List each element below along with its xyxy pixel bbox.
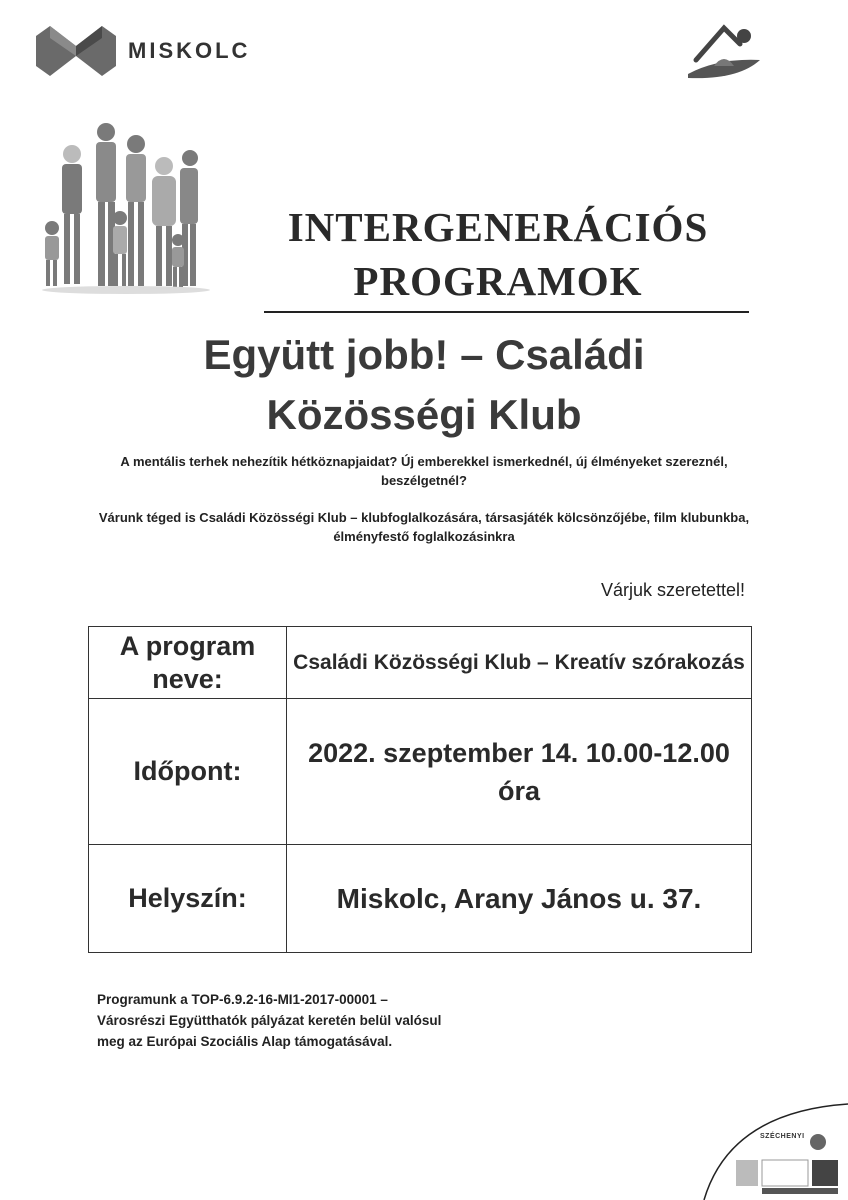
szechenyi-label: SZÉCHENYI [760, 1133, 805, 1140]
intro-question: A mentális terhek nehezítik hétköznapjaidat? Új emberekkel ismerkednél, új élményeket szereznél, beszélgetnél? [120, 454, 728, 488]
location-label: Helyszín: [89, 845, 287, 953]
title-divider [264, 311, 749, 313]
program-name-value: Családi Közösségi Klub – Kreatív szórakozás [287, 627, 752, 699]
table-row [89, 845, 752, 953]
table-row [89, 627, 752, 699]
funding-note-line-2: Városrészi Együtthatók pályázat keretén belül valósul [97, 1013, 442, 1028]
program-name-label: A program neve: [89, 627, 287, 699]
program-info-table [88, 626, 752, 953]
club-name-line-2: Közösségi Klub [266, 391, 582, 438]
club-name [100, 325, 748, 445]
miskolc-logo-icon [36, 26, 116, 76]
brand-name: MISKOLC [128, 38, 251, 63]
title-line-2: PROGRAMOK [353, 258, 643, 304]
date-label: Időpont: [89, 699, 287, 845]
family-house-logo-icon [688, 22, 760, 82]
table-row [89, 699, 752, 845]
welcome-text: Várjuk szeretettel! [600, 580, 745, 600]
date-value: 2022. szeptember 14. 10.00-12.00 óra [287, 699, 752, 845]
location-value: Miskolc, Arany János u. 37. [287, 845, 752, 953]
funding-note-line-1: Programunk a TOP-6.9.2-16-MI1-2017-00001 – [97, 992, 388, 1007]
intro-invitation: Várunk téged is Családi Közösségi Klub – klubfoglalkozására, társasjáték kölcsönzőjébe, film klubunkba, élményfestő foglalkozásinkra [98, 510, 750, 544]
title-line-1: INTERGENERÁCIÓS [287, 204, 709, 250]
funding-note-line-3: meg az Európai Szociális Alap támogatásával. [97, 1034, 393, 1049]
family-illustration-icon [40, 118, 212, 296]
funding-note [97, 989, 517, 1052]
page-title [250, 200, 746, 308]
club-name-line-1: Együtt jobb! – Családi [203, 331, 645, 378]
